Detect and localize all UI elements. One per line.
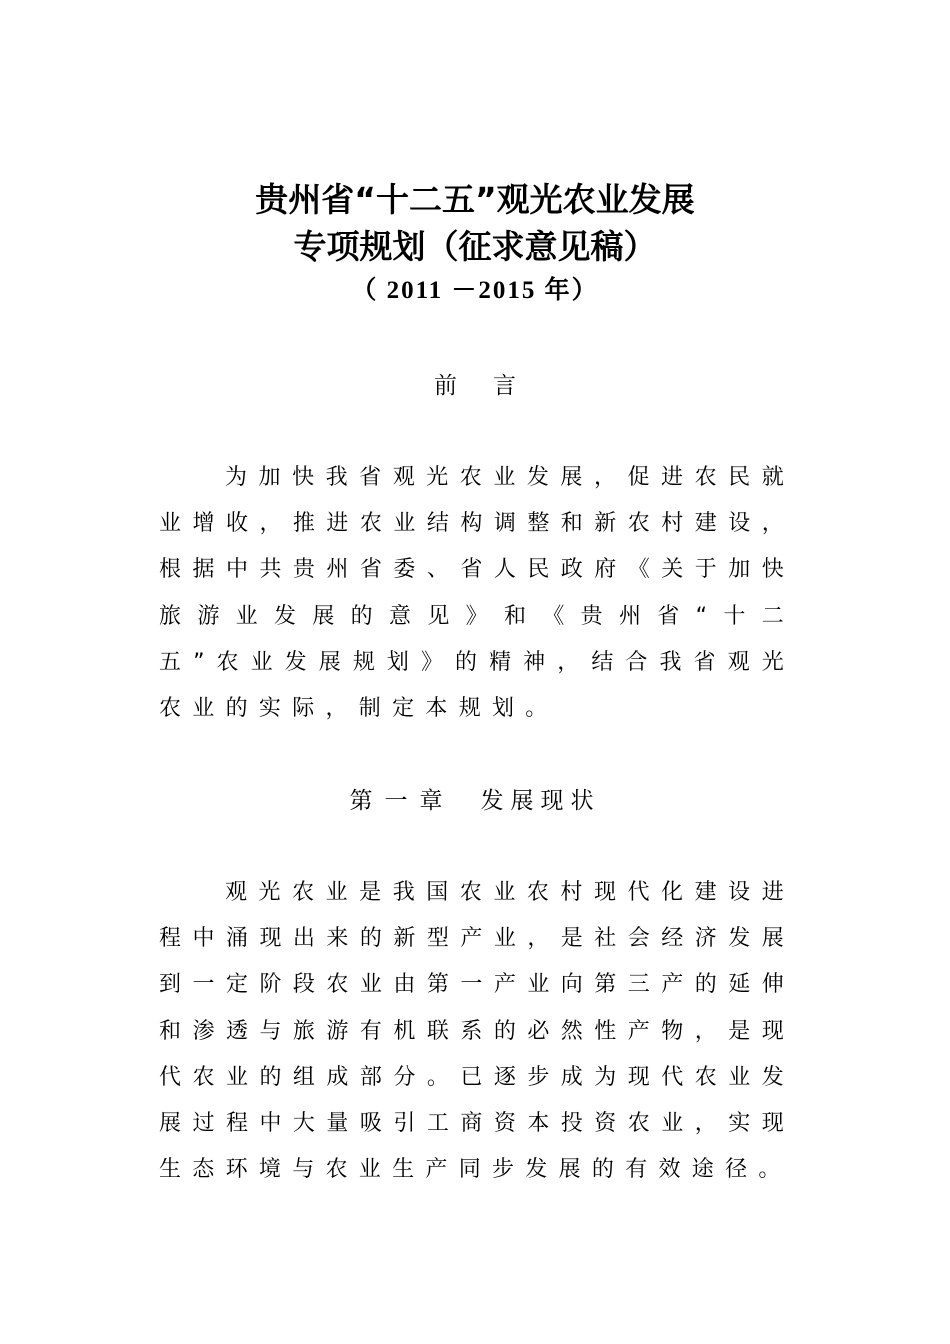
chapter-1-heading	[0, 786, 950, 816]
chapter-1-number: 第一章	[349, 788, 455, 814]
preface-heading: 前言	[434, 373, 552, 399]
chapter-1-title: 发展现状	[480, 788, 601, 814]
chapter-1-paragraph: 观光农业是我国农业农村现代化建设进程中涌现出来的新型产业，是社会经济发展到一定阶段农业由第一产业向第三产的延伸和渗透与旅游有机联系的必然性产物，是现代农业的组成部分。已逐步成为现代农业发展过程中大量吸引工商资本投资农业，实现生态环境与农业生产同步发展的有效途径。	[159, 880, 795, 1183]
document-title-years: （ 2011 －2015 年）	[351, 277, 599, 304]
document-title-line-1: 贵州省“十二五”观光农业发展	[255, 180, 695, 219]
document-title-line-2: 专项规划（征求意见稿）	[293, 227, 657, 266]
preface-paragraph: 为加快我省观光农业发展，促进农民就业增收，推进农业结构调整和新农村建设，根据中共贵州省委、省人民政府《关于加快旅游业发展的意见》和《贵州省“十二五”农业发展规划》的精神，结合我省观光农业的实际，制定本规划。	[159, 465, 795, 722]
